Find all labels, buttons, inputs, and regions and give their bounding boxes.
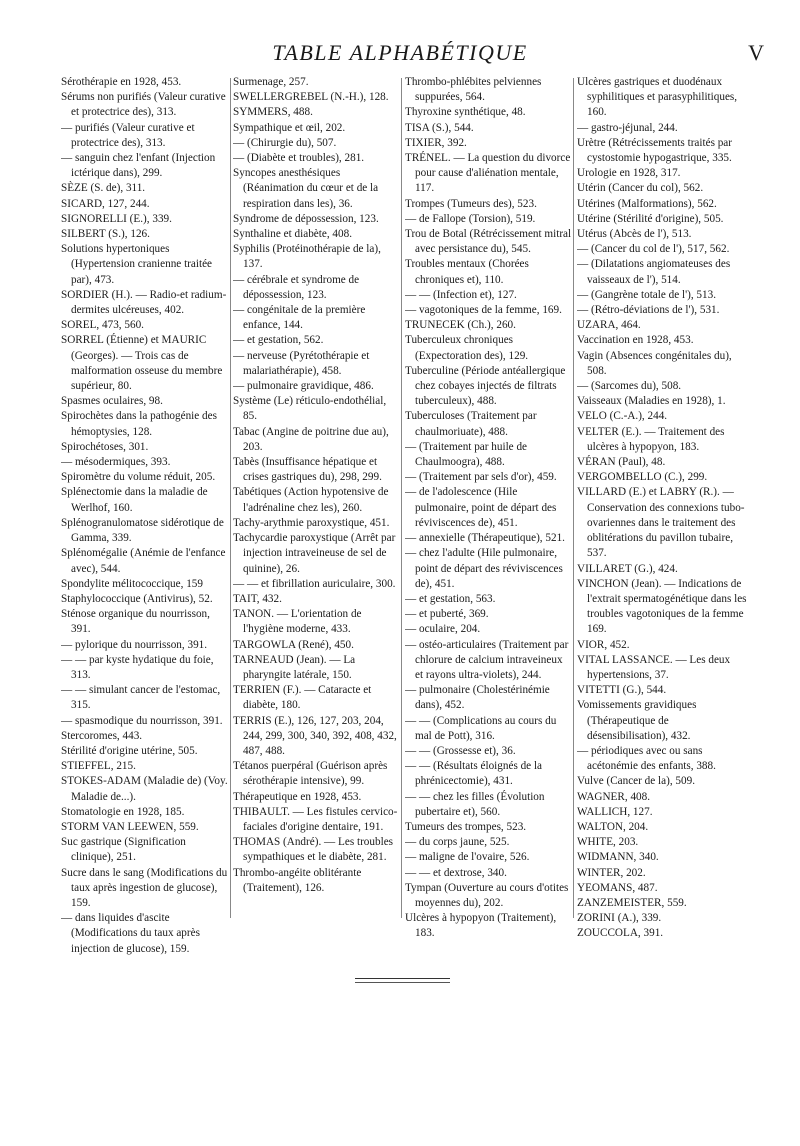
index-entry: SIGNORELLI (E.), 339. — [61, 212, 172, 225]
index-entry: VÉRAN (Paul), 48. — [577, 456, 666, 469]
index-entry: WHITE, 203. — [577, 836, 639, 849]
index-entry: — périodiques avec ou sans acétonémie des enfants, 388. — [577, 744, 716, 773]
index-entry: Utérine (Stérilité d'origine), 505. — [577, 212, 724, 225]
index-entry: — (Gangrène totale de l'), 513. — [577, 288, 717, 301]
index-entry: — purifiés (Valeur curative et protectrice des), 313. — [61, 121, 195, 149]
index-entry: Solutions hypertoniques (Hypertension cranienne traitée par), 473. — [61, 243, 213, 286]
index-entry: — — par kyste hydatique du foie, 313. — [61, 653, 214, 681]
index-entry: Stérilité d'origine utérine, 505. — [61, 744, 198, 757]
index-entry: Urètre (Rétrécissements traités par cystostomie hypogastrique, 335. — [577, 136, 733, 165]
index-entry: Tympan (Ouverture au cours d'otites moyennes du), 202. — [405, 881, 569, 909]
column-divider — [573, 78, 574, 918]
index-entry: — congénitale de la première enfance, 144. — [233, 304, 366, 332]
index-entry: SWELLERGREBEL (N.-H.), 128. — [233, 91, 389, 104]
index-entry: Tachycardie paroxystique (Arrêt par injection intraveineuse de sel de quinine), 26. — [233, 532, 396, 575]
index-entry: — ostéo-articulaires (Traitement par chlorure de calcium intraveineux et rayons ultra-violets), 244. — [405, 638, 569, 681]
page-number: V — [748, 40, 764, 65]
index-entry: Tabac (Angine de poitrine due au), 203. — [233, 425, 389, 453]
index-entry: Splénomégalie (Anémie de l'enfance avec), 544. — [61, 547, 226, 575]
index-entry: Stercoromes, 443. — [61, 729, 143, 742]
index-entry: Staphylococcique (Antivirus), 52. — [61, 592, 213, 605]
index-entry: VELTER (E.). — Traitement des ulcères à hypopyon, 183. — [577, 425, 725, 453]
index-entry: TIXIER, 392. — [405, 136, 467, 149]
index-entry: Ulcères gastriques et duodénaux syphilitiques et parasyphilitiques, 160. — [577, 76, 738, 119]
index-entry: VITETTI (G.), 544. — [577, 684, 667, 697]
index-entry: — oculaire, 204. — [405, 623, 481, 636]
index-entry: Splénectomie dans la maladie de Werlhof, 160. — [61, 486, 208, 514]
index-entry: — annexielle (Thérapeutique), 521. — [405, 532, 565, 545]
index-entry: Tuberculine (Période antéallergique chez cobayes injectés de filtrats tuberculeux), 488. — [405, 364, 566, 408]
index-entry: VELO (C.-A.), 244. — [577, 410, 668, 423]
index-entry: WALLICH, 127. — [577, 805, 653, 818]
index-entry: — dans liquides d'ascite (Modifications du taux après injection de glucose), 159. — [61, 912, 200, 955]
index-entry: — vagotoniques de la femme, 169. — [405, 304, 562, 317]
index-entry: Utérines (Malformations), 562. — [577, 197, 717, 210]
index-entry: SYMMERS, 488. — [233, 106, 313, 119]
index-entry: Tabétiques (Action hypotensive de l'adrénaline chez les), 260. — [233, 486, 389, 514]
index-entry: Tuberculoses (Traitement par chaulmoriuate), 488. — [405, 410, 537, 438]
index-entry: TERRIEN (F.). — Cataracte et diabète, 180. — [233, 684, 372, 712]
index-entry: WALTON, 204. — [577, 820, 649, 833]
index-entry: SORREL (Étienne) et MAURIC (Georges). — Trois cas de malformation osseuse du membre supérieur, 80. — [61, 334, 223, 393]
index-entry: Spondylite mélitococcique, 159 — [61, 577, 203, 590]
index-entry: Stomatologie en 1928, 185. — [61, 805, 185, 818]
index-entry: — — chez les filles (Évolution pubertaire et), 560. — [405, 790, 545, 818]
index-entry: Trou de Botal (Rétrécissement mitral avec persistance du), 545. — [405, 228, 572, 256]
index-entry: — — (Résultats éloignés de la phrénicectomie), 431. — [405, 760, 543, 788]
footer-rule — [355, 982, 450, 983]
index-entry: — (Traitement par huile de Chaulmoogra), 488. — [405, 440, 527, 469]
index-entry: VITAL LASSANCE. — Les deux hypertensions, 37. — [577, 653, 731, 681]
index-entry: TARGOWLA (René), 450. — [233, 638, 354, 651]
index-entry: Synthaline et diabète, 408. — [233, 228, 352, 241]
index-entry: UZARA, 464. — [577, 319, 641, 332]
index-entry: — (Cancer du col de l'), 517, 562. — [577, 243, 730, 256]
index-entry: STOKES-ADAM (Maladie de) (Voy. Maladie de...). — [61, 775, 228, 803]
index-entry: — (Sarcomes du), 508. — [577, 380, 682, 393]
index-entry: — de l'adolescence (Hile pulmonaire, point de départ des réviviscences de), 451. — [405, 486, 557, 529]
index-entry: — (Rétro-déviations de l'), 531. — [577, 304, 720, 317]
column-divider — [401, 78, 402, 918]
index-entry: Splénogranulomatose sidérotique de Gamma, 339. — [61, 516, 224, 545]
index-entry: Thrombo-angéite oblitérante (Traitement), 126. — [233, 866, 362, 894]
index-entry: STORM VAN LEEWEN, 559. — [61, 820, 199, 833]
index-entry: SICARD, 127, 244. — [61, 197, 150, 210]
index-entry: — cérébrale et syndrome de dépossession, 123. — [233, 273, 360, 301]
index-entry: Troubles mentaux (Chorées chroniques et), 110. — [405, 258, 529, 286]
index-entry: Suc gastrique (Signification clinique), 251. — [61, 836, 186, 864]
index-column-4 — [577, 75, 749, 1065]
index-entry: — — (Infection et), 127. — [405, 288, 517, 301]
index-entry: Tachy-arythmie paroxystique, 451. — [233, 516, 390, 529]
index-entry: — pulmonaire (Cholestérinémie dans), 452. — [405, 684, 550, 712]
index-entry: VIOR, 452. — [577, 638, 630, 651]
index-entry: Sucre dans le sang (Modifications du taux après ingestion de glucose), 159. — [61, 866, 228, 909]
footer-rule — [355, 978, 450, 979]
index-entry: Vulve (Cancer de la), 509. — [577, 775, 695, 788]
index-entry: Système (Le) réticulo-endothélial, 85. — [233, 395, 387, 423]
index-entry: — gastro-jéjunal, 244. — [577, 121, 678, 134]
index-entry: VILLARD (E.) et LABRY (R.). — Conservation des connexions tubo-ovariennes dans le traitement des oblitérations du pavillon tubaire, 537. — [577, 486, 745, 560]
index-entry: Spiromètre du volume réduit, 205. — [61, 471, 216, 484]
index-entry: Tabès (Insuffisance hépatique et crises gastriques du), 298, 299. — [233, 456, 382, 484]
index-entry: — — simulant cancer de l'estomac, 315. — [61, 684, 221, 712]
index-entry: — — (Grossesse et), 36. — [405, 744, 516, 757]
index-entry: Vaccination en 1928, 453. — [577, 334, 694, 347]
index-entry: Syndrome de dépossession, 123. — [233, 212, 379, 225]
index-entry: — — et fibrillation auriculaire, 300. — [233, 577, 396, 590]
index-entry: TERRIS (E.), 126, 127, 203, 204, 244, 299, 300, 340, 392, 408, 432, 487, 488. — [233, 714, 397, 757]
index-entry: VERGOMBELLO (C.), 299. — [577, 471, 708, 484]
index-entry: Thrombo-phlébites pelviennes suppurées, 564. — [405, 76, 542, 104]
index-entry: — (Dilatations angiomateuses des vaisseaux de l'), 514. — [577, 258, 731, 286]
index-entry: — (Diabète et troubles), 281. — [233, 152, 365, 165]
index-entry: VINCHON (Jean). — Indications de l'extrait spermatogénétique dans les troubles vagotoniques de la femme 169. — [577, 577, 747, 636]
index-entry: Sérothérapie en 1928, 453. — [61, 76, 182, 88]
index-entry: — (Traitement par sels d'or), 459. — [405, 471, 557, 484]
index-entry: Sérums non purifiés (Valeur curative et protectrice des), 313. — [61, 91, 226, 119]
index-entry: THOMAS (André). — Les troubles sympathiques et le diabète, 281. — [233, 836, 394, 864]
index-entry: SORDIER (H.). — Radio-et radium-dermites ulcéreuses, 402. — [61, 288, 227, 317]
index-entry: Spirochètes dans la pathogénie des hémoptysies, 128. — [61, 410, 217, 438]
index-entry: Vaisseaux (Maladies en 1928), 1. — [577, 395, 726, 408]
index-entry: SÈZE (S. de), 311. — [61, 182, 146, 195]
index-entry: — et gestation, 562. — [233, 334, 324, 347]
index-column-2 — [233, 75, 401, 1065]
index-entry: Spirochétoses, 301. — [61, 440, 149, 453]
index-entry: Spasmes oculaires, 98. — [61, 395, 163, 408]
index-entry: — chez l'adulte (Hile pulmonaire, point de départ des réviviscences de), 451. — [405, 547, 563, 590]
index-entry: Ulcères à hypopyon (Traitement), 183. — [405, 912, 557, 940]
index-entry: SOREL, 473, 560. — [61, 319, 144, 332]
index-entry: Surmenage, 257. — [233, 76, 309, 88]
index-entry: VILLARET (G.), 424. — [577, 562, 678, 575]
index-entry: — mésodermiques, 393. — [61, 456, 171, 469]
index-entry: STIEFFEL, 215. — [61, 760, 136, 773]
index-entry: — et puberté, 369. — [405, 608, 489, 621]
index-column-1 — [61, 75, 231, 1065]
index-entry: — de Fallope (Torsion), 519. — [405, 212, 536, 225]
index-entry: Utérus (Abcès de l'), 513. — [577, 228, 692, 241]
index-entry: TRUNECEK (Ch.), 260. — [405, 319, 516, 332]
index-entry: TAIT, 432. — [233, 592, 282, 605]
index-entry: ZOUCCOLA, 391. — [577, 927, 664, 940]
index-entry: Syncopes anesthésiques (Réanimation du cœur et de la respiration dans les), 36. — [233, 167, 379, 210]
index-entry: Thyroxine synthétique, 48. — [405, 106, 526, 119]
index-entry: — sanguin chez l'enfant (Injection ictérique dans), 299. — [61, 152, 216, 180]
index-entry: Sympathique et œil, 202. — [233, 121, 346, 134]
index-column-3 — [405, 75, 573, 1065]
index-entry: — (Chirurgie du), 507. — [233, 136, 337, 149]
index-entry: — — et dextrose, 340. — [405, 866, 507, 879]
index-entry: Vagin (Absences congénitales du), 508. — [577, 349, 732, 377]
index-entry: WINTER, 202. — [577, 866, 646, 879]
index-entry: Tumeurs des trompes, 523. — [405, 820, 527, 833]
index-entry: — pylorique du nourrisson, 391. — [61, 638, 208, 651]
index-entry: TARNEAUD (Jean). — La pharyngite latérale, 150. — [233, 653, 356, 681]
index-entry: THIBAULT. — Les fistules cervico-faciales d'origine dentaire, 191. — [233, 805, 398, 833]
index-entry: TANON. — L'orientation de l'hygiène moderne, 433. — [233, 608, 362, 636]
index-entry: — du corps jaune, 525. — [405, 836, 510, 849]
index-entry: TRÉNEL. — La question du divorce pour cause d'aliénation mentale, 117. — [405, 152, 571, 195]
index-entry: Utérin (Cancer du col), 562. — [577, 182, 704, 195]
index-entry: — nerveuse (Pyrétothérapie et malariathérapie), 458. — [233, 349, 370, 377]
index-entry: Thérapeutique en 1928, 453. — [233, 790, 362, 803]
index-entry: WIDMANN, 340. — [577, 851, 659, 864]
index-entry: Tétanos puerpéral (Guérison après sérothérapie intensive), 99. — [233, 760, 388, 788]
index-entry: Tuberculeux chroniques (Expectoration des), 129. — [405, 334, 529, 362]
index-entry: Syphilis (Protéinothérapie de la), 137. — [233, 243, 381, 271]
index-entry: ZANZEMEISTER, 559. — [577, 896, 687, 909]
index-entry: TISA (S.), 544. — [405, 121, 474, 134]
index-entry: — spasmodique du nourrisson, 391. — [61, 714, 223, 727]
index-entry: Trompes (Tumeurs des), 523. — [405, 197, 537, 210]
index-entry: — et gestation, 563. — [405, 592, 496, 605]
index-entry: WAGNER, 408. — [577, 790, 651, 803]
index-entry: YEOMANS, 487. — [577, 881, 658, 894]
index-entry: — maligne de l'ovaire, 526. — [405, 851, 530, 864]
index-entry: — — (Complications au cours du mal de Pott), 316. — [405, 714, 557, 742]
index-entry: — pulmonaire gravidique, 486. — [233, 380, 374, 393]
index-entry: SILBERT (S.), 126. — [61, 228, 150, 241]
index-entry: ZORINI (A.), 339. — [577, 912, 662, 925]
page-title: TABLE ALPHABÉTIQUE — [272, 40, 528, 65]
index-entry: Urologie en 1928, 317. — [577, 167, 681, 180]
index-entry: Vomissements gravidiques (Thérapeutique de désensibilisation), 432. — [577, 699, 697, 742]
index-entry: Sténose organique du nourrisson, 391. — [61, 608, 210, 636]
